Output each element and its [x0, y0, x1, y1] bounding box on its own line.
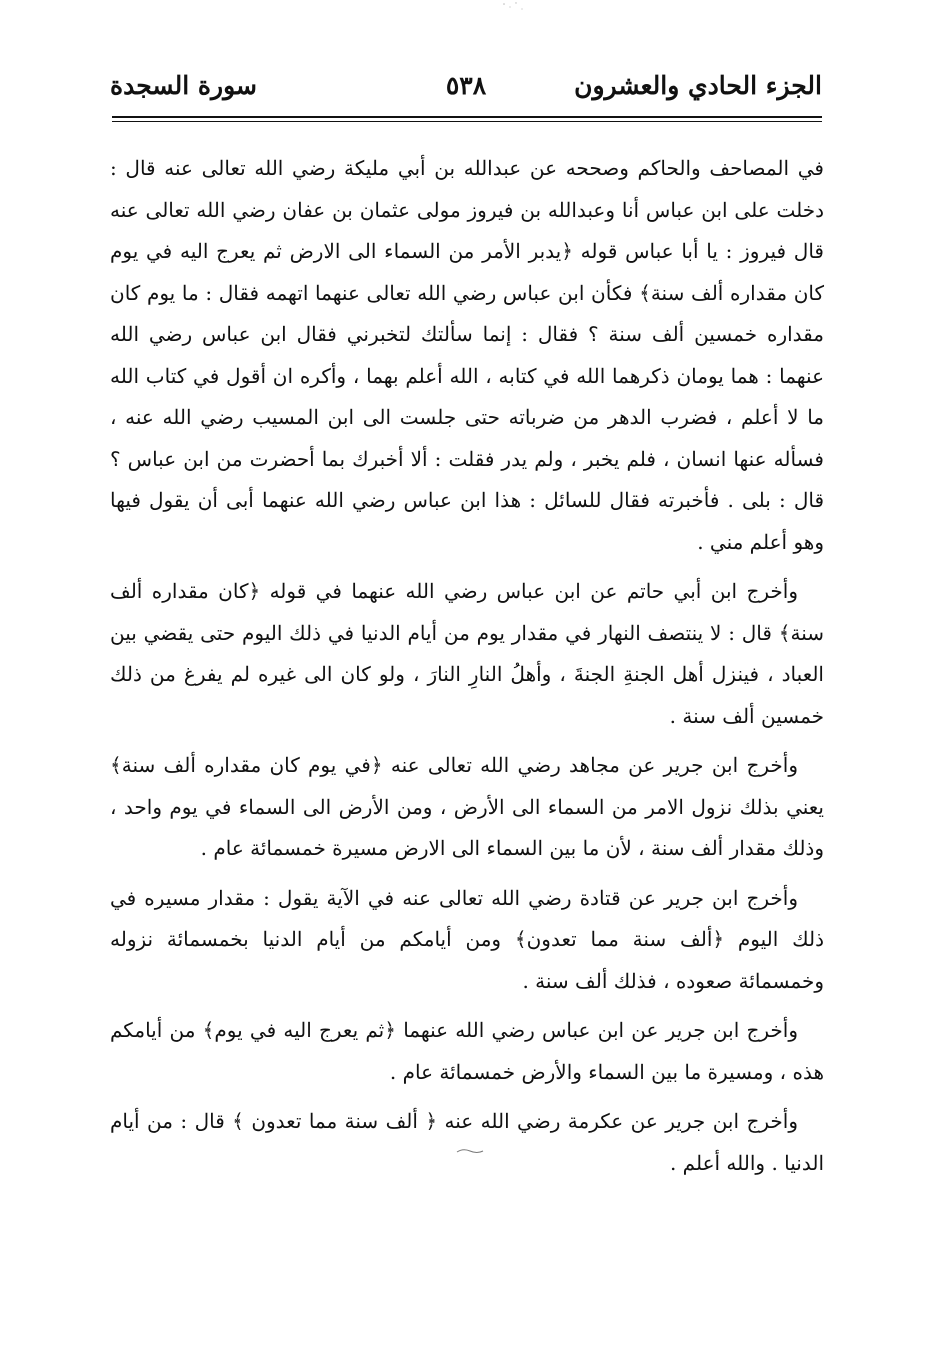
paragraph-qatada: وأخرج ابن جرير عن قتادة رضي الله تعالى عنه في الآية يقول : مقدار مسيره في ذلك اليوم ﴿ألف سنة مما تعدون﴾ ومن أيامكم من أيام الدنيا بخمسمائة نزوله وخمسمائة صعوده ، فذلك ألف سنة . [110, 885, 824, 993]
paragraph-ikrima: وأخرج ابن جرير عن عكرمة رضي الله عنه ﴿ ألف سنة مما تعدون ﴾ قال : من أيام الدنيا . والله أعلم . [110, 1109, 824, 1175]
part-title: الجزء الحادي والعشرون [574, 71, 822, 100]
header-divider [112, 116, 822, 118]
header-divider-thin [112, 121, 822, 122]
paragraph-ibn-abi-hatim: وأخرج ابن أبي حاتم عن ابن عباس رضي الله عنهما في قوله ﴿كان مقداره ألف سنة﴾ قال : لا ينتصف النهار في مقدار يوم من أيام الدنيا في ذلك اليوم حتى يقضي بين العباد ، فينزل أهل الجنةِ الجنةَ ، وأهلُ النارِ النارَ ، ولو كان الى غيره لم يفرغ من ذلك خمسين ألف سنة . [110, 579, 824, 728]
main-text [110, 148, 824, 1192]
paragraph-mujahid: وأخرج ابن جرير عن مجاهد رضي الله تعالى عنه ﴿في يوم كان مقداره ألف سنة﴾ يعني بذلك نزول الامر من السماء الى الأرض ، ومن الأرض الى السماء في يوم واحد ، وذلك مقدار ألف سنة ، لأن ما بين السماء الى الارض مسيرة خمسمائة عام . [110, 753, 824, 860]
paragraph-continuation: في المصاحف والحاكم وصححه عن عبدالله بن أبي مليكة رضي الله تعالى عنه قال : دخلت على ابن عباس أنا وعبدالله بن فيروز مولى عثمان بن عفان رضي الله تعالى عنه قال فيروز : يا أبا عباس قوله ﴿يدبر الأمر من السماء الى الارض ثم يعرج اليه في يوم كان مقداره ألف سنة﴾ فكأن ابن عباس رضي الله تعالى عنهما اتهمه فقال : ما يوم كان مقداره خمسين ألف سنة ؟ فقال : إنما سألتك لتخبرني فقال ابن عباس رضي الله عنهما : هما يومان ذكرهما الله في كتابه ، الله أعلم بهما ، وأكره ان أقول في كتاب الله ما لا أعلم ، فضرب الدهر من ضرباته حتى جلست الى ابن المسيب رضي الله عنه ، فسأله عنها انسان ، فلم يخبر ، ولم يدر فقلت : ألا أخبرك بما أحضرت من ابن عباس ؟ قال : بلى . فأخبرته فقال للسائل : هذا ابن عباس رضي الله عنهما أبى أن يقول فيها وهو أعلم مني . [110, 156, 824, 554]
running-header [110, 66, 822, 112]
paragraph-ibn-abbas: وأخرج ابن جرير عن ابن عباس رضي الله عنهما ﴿ثم يعرج اليه في يوم﴾ من أيامكم هذه ، ومسيرة ما بين السماء والأرض خمسمائة عام . [110, 1018, 824, 1084]
scan-speck-mark [498, 0, 528, 14]
surah-title: سورة السجدة [110, 71, 257, 100]
end-ornament-mark [455, 1146, 485, 1156]
page-number: ٥٣٨ [445, 71, 487, 100]
